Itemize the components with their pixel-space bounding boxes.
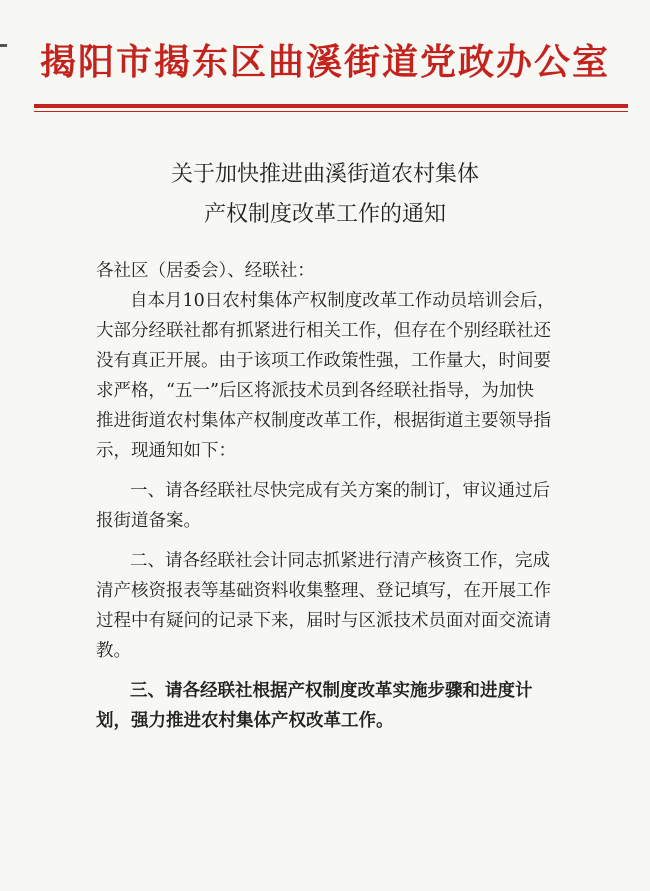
letterhead-red-rule — [34, 104, 628, 108]
letterhead-title: 揭阳市揭东区曲溪街道党政办公室 — [39, 41, 610, 83]
item-line: 清产核资报表等基础资料收集整理、登记填写，在开展工作 — [96, 581, 551, 601]
paragraph-line: 推进街道农村集体产权制度改革工作，根据街道主要领导指 — [96, 411, 551, 431]
paragraph-line: 没有真正开展。由于该项工作政策性强，工作量大，时间要 — [96, 351, 551, 371]
item-line: 报街道备案。 — [96, 511, 201, 531]
item-line: 三、请各经联社根据产权制度改革实施步骤和进度计 — [130, 681, 533, 701]
item-line: 教。 — [96, 641, 131, 661]
scan-mark — [0, 44, 7, 47]
item-line: 划，强力推进农村集体产权改革工作。 — [96, 711, 394, 731]
paragraph-line: 示，现通知如下： — [96, 441, 236, 461]
item-3 — [96, 676, 628, 736]
paragraph-line: 自本月10日农村集体产权制度改革工作动员培训会后， — [130, 291, 555, 311]
item-line: 二、请各经联社会计同志抓紧进行清产核资工作，完成 — [130, 551, 550, 571]
item-2 — [96, 546, 628, 666]
item-line: 一、请各经联社尽快完成有关方案的制订，审议通过后 — [130, 481, 550, 501]
item-line: 过程中有疑问的记录下来，届时与区派技术员面对面交流请 — [96, 611, 551, 631]
item-1 — [96, 476, 628, 536]
paragraph-line: 大部分经联社都有抓紧进行相关工作，但存在个别经联社还 — [96, 321, 551, 341]
paragraph-line: 求严格，“五一”后区将派技术员到各经联社指导，为加快 — [96, 381, 534, 401]
letterhead-red-rule-thin — [34, 111, 628, 112]
notice-title-line-1: 关于加快推进曲溪街道农村集体 — [170, 162, 479, 187]
salutation: 各社区（居委会）、经联社： — [96, 261, 315, 281]
paragraph-1 — [96, 286, 628, 466]
notice-title-line-2: 产权制度改革工作的通知 — [203, 202, 446, 227]
notice-body — [96, 256, 628, 736]
